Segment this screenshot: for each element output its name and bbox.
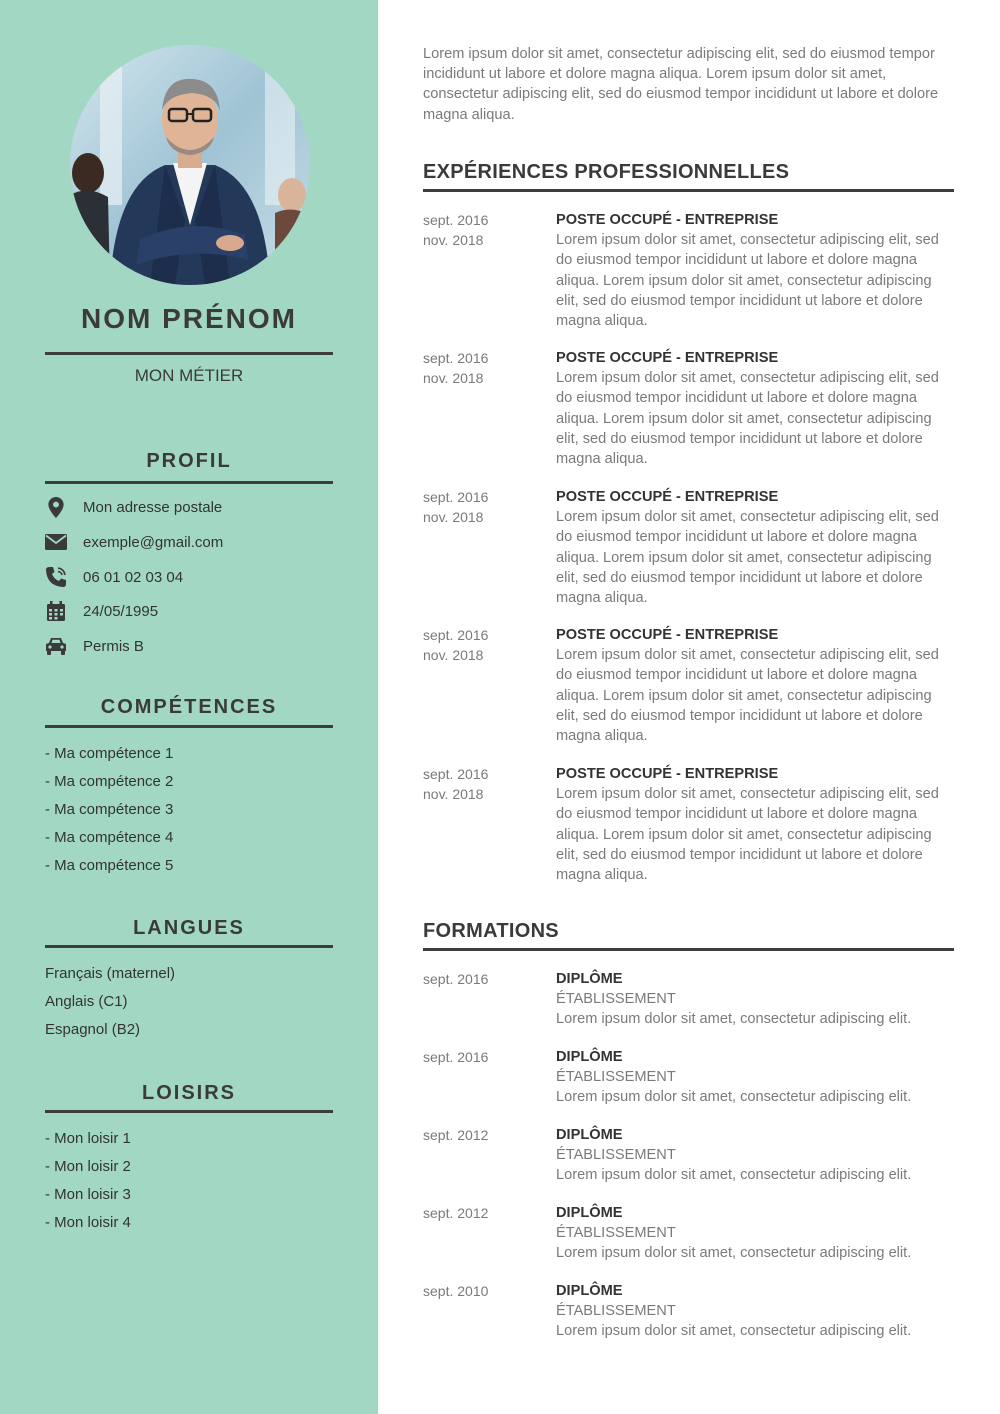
profile-heading: PROFIL	[146, 450, 232, 472]
languages-divider	[45, 945, 333, 948]
school-name: ÉTABLISSEMENT	[556, 1069, 676, 1086]
job-role: POSTE OCCUPÉ - ENTREPRISE	[556, 627, 779, 643]
license-text: Permis B	[83, 637, 144, 655]
phone-text: 06 01 02 03 04	[83, 568, 184, 586]
person-name: NOM PRÉNOM	[81, 303, 297, 334]
email-text: exemple@gmail.com	[83, 533, 224, 551]
profile-photo	[70, 45, 310, 285]
skill-item: - Ma compétence 5	[45, 857, 174, 874]
start-date: sept. 2016	[423, 350, 489, 366]
job-description: Lorem ipsum dolor sit amet, consectetur adipiscing elit, sed do eiusmod tempor incididunt ut labore et dolore magna aliqua. Lorem ipsum dolor sit amet, consectetur adipiscing elit, sed do eiusmod tempor incididunt ut labore et dolore magna aliqua.	[556, 370, 939, 468]
start-date: sept. 2016	[423, 766, 489, 782]
school-name: ÉTABLISSEMENT	[556, 1147, 676, 1164]
education-description: Lorem ipsum dolor sit amet, consectetur adipiscing elit.	[556, 1167, 912, 1184]
job-description: Lorem ipsum dolor sit amet, consectetur adipiscing elit, sed do eiusmod tempor incididunt ut labore et dolore magna aliqua. Lorem ipsum dolor sit amet, consectetur adipiscing elit, sed do eiusmod tempor incididunt ut labore et dolore magna aliqua.	[556, 232, 939, 330]
phone-icon	[45, 566, 67, 588]
education-date: sept. 2012	[423, 1205, 489, 1221]
envelope-icon	[45, 531, 67, 553]
job-role: POSTE OCCUPÉ - ENTREPRISE	[556, 212, 779, 228]
job-role: POSTE OCCUPÉ - ENTREPRISE	[556, 766, 779, 782]
hobby-item: - Mon loisir 2	[45, 1158, 131, 1175]
end-date: nov. 2018	[423, 509, 484, 526]
experience-dates	[423, 764, 543, 804]
end-date: nov. 2018	[423, 786, 484, 803]
degree-name: DIPLÔME	[556, 971, 623, 987]
hobbies-divider	[45, 1110, 333, 1113]
start-date: sept. 2016	[423, 212, 489, 228]
calendar-icon	[45, 600, 67, 622]
hobby-item: - Mon loisir 4	[45, 1214, 131, 1231]
skill-item: - Ma compétence 1	[45, 745, 174, 762]
experience-divider	[423, 189, 954, 192]
education-description: Lorem ipsum dolor sit amet, consectetur adipiscing elit.	[556, 1089, 912, 1106]
phone-row	[45, 565, 183, 589]
skills-divider	[45, 725, 333, 728]
skills-heading: COMPÉTENCES	[100, 696, 278, 718]
birthdate-text: 24/05/1995	[83, 602, 159, 620]
language-item: Français (maternel)	[45, 965, 176, 982]
education-description: Lorem ipsum dolor sit amet, consectetur adipiscing elit.	[556, 1011, 912, 1028]
job-description: Lorem ipsum dolor sit amet, consectetur adipiscing elit, sed do eiusmod tempor incididunt ut labore et dolore magna aliqua. Lorem ipsum dolor sit amet, consectetur adipiscing elit, sed do eiusmod tempor incididunt ut labore et dolore magna aliqua.	[556, 786, 939, 884]
school-name: ÉTABLISSEMENT	[556, 991, 676, 1008]
degree-name: DIPLÔME	[556, 1049, 623, 1065]
end-date: nov. 2018	[423, 232, 484, 249]
experience-heading: EXPÉRIENCES PROFESSIONNELLES	[423, 161, 790, 183]
language-item: Anglais (C1)	[45, 993, 128, 1010]
end-date: nov. 2018	[423, 647, 484, 664]
education-description: Lorem ipsum dolor sit amet, consectetur adipiscing elit.	[556, 1323, 912, 1340]
license-row	[45, 634, 144, 658]
language-item: Espagnol (B2)	[45, 1021, 141, 1038]
skill-item: - Ma compétence 2	[45, 773, 174, 790]
education-date: sept. 2010	[423, 1283, 489, 1299]
profile-divider	[45, 481, 333, 484]
experience-dates	[423, 487, 543, 527]
education-date: sept. 2016	[423, 1049, 489, 1065]
sidebar	[0, 0, 378, 1414]
degree-name: DIPLÔME	[556, 1283, 623, 1299]
job-description: Lorem ipsum dolor sit amet, consectetur adipiscing elit, sed do eiusmod tempor incididunt ut labore et dolore magna aliqua. Lorem ipsum dolor sit amet, consectetur adipiscing elit, sed do eiusmod tempor incididunt ut labore et dolore magna aliqua.	[556, 509, 939, 607]
experience-dates	[423, 348, 543, 388]
address-text: Mon adresse postale	[83, 498, 223, 516]
education-date: sept. 2016	[423, 971, 489, 987]
location-pin-icon	[45, 496, 67, 518]
languages-heading: LANGUES	[133, 917, 245, 939]
education-date: sept. 2012	[423, 1127, 489, 1143]
education-heading: FORMATIONS	[423, 920, 559, 942]
degree-name: DIPLÔME	[556, 1205, 623, 1221]
car-icon	[45, 635, 67, 657]
address-row	[45, 495, 222, 519]
education-description: Lorem ipsum dolor sit amet, consectetur adipiscing elit.	[556, 1245, 912, 1262]
education-divider	[423, 948, 954, 951]
intro-paragraph: Lorem ipsum dolor sit amet, consectetur adipiscing elit, sed do eiusmod tempor incididunt ut labore et dolore magna aliqua. Lorem ipsum dolor sit amet, consectetur adipiscing elit, sed do eiusmod tempor incididunt ut labore et dolore magna aliqua.	[423, 46, 939, 123]
job-role: POSTE OCCUPÉ - ENTREPRISE	[556, 489, 779, 505]
name-divider	[45, 352, 333, 355]
end-date: nov. 2018	[423, 370, 484, 387]
birthdate-row	[45, 599, 158, 623]
job-role: POSTE OCCUPÉ - ENTREPRISE	[556, 350, 779, 366]
skill-item: - Ma compétence 4	[45, 829, 174, 846]
experience-dates	[423, 625, 543, 665]
hobby-item: - Mon loisir 3	[45, 1186, 131, 1203]
start-date: sept. 2016	[423, 627, 489, 643]
job-description: Lorem ipsum dolor sit amet, consectetur adipiscing elit, sed do eiusmod tempor incididunt ut labore et dolore magna aliqua. Lorem ipsum dolor sit amet, consectetur adipiscing elit, sed do eiusmod tempor incididunt ut labore et dolore magna aliqua.	[556, 647, 939, 745]
hobby-item: - Mon loisir 1	[45, 1130, 131, 1147]
experience-dates	[423, 210, 543, 250]
start-date: sept. 2016	[423, 489, 489, 505]
job-title: MON MÉTIER	[134, 366, 244, 385]
email-row	[45, 530, 223, 554]
degree-name: DIPLÔME	[556, 1127, 623, 1143]
school-name: ÉTABLISSEMENT	[556, 1225, 676, 1242]
skill-item: - Ma compétence 3	[45, 801, 174, 818]
hobbies-heading: LOISIRS	[141, 1082, 236, 1104]
school-name: ÉTABLISSEMENT	[556, 1303, 676, 1320]
